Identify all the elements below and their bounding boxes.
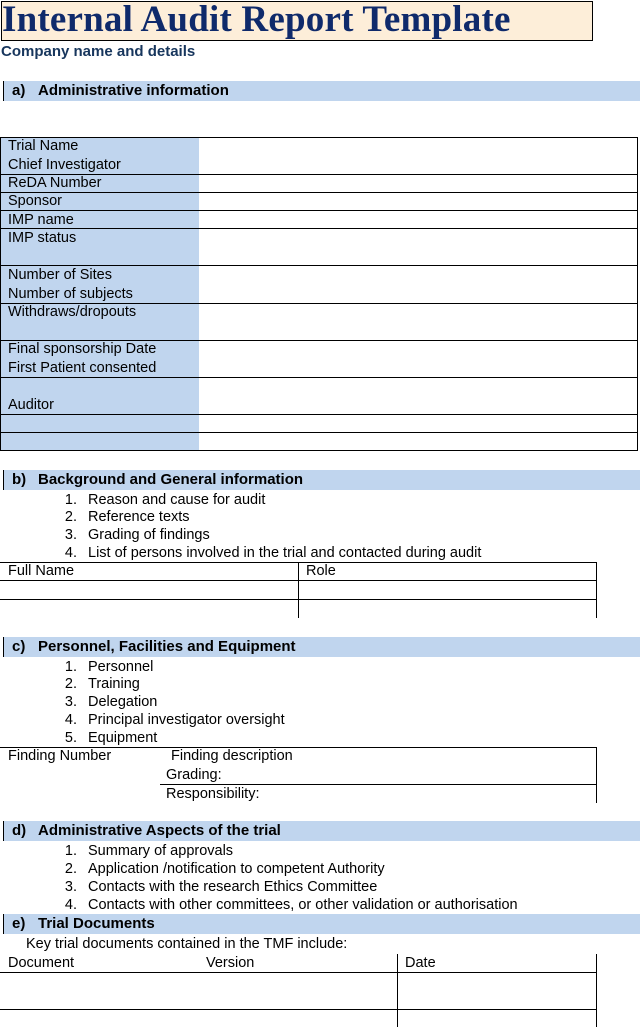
finding-number-label: Finding Number <box>8 748 112 764</box>
field-label: ReDA Number <box>8 175 102 191</box>
column-header: Document <box>8 955 75 971</box>
field-label: Withdraws/dropouts <box>8 304 137 320</box>
column-header: Version <box>206 955 255 971</box>
field-label: IMP status <box>8 230 77 246</box>
column-header: Date <box>405 955 436 971</box>
section-title: Personnel, Facilities and Equipment <box>38 638 296 655</box>
grading-label: Grading: <box>166 767 222 783</box>
section-letter: b) <box>12 471 27 488</box>
field-label: Number of subjects <box>8 286 133 302</box>
section-title: Administrative information <box>38 82 229 99</box>
responsibility-label: Responsibility: <box>166 786 260 802</box>
section-c-header <box>3 637 640 657</box>
field-label: IMP name <box>8 212 74 228</box>
field-label: Sponsor <box>8 193 63 209</box>
section-letter: e) <box>12 915 26 932</box>
column-header: Role <box>306 563 336 579</box>
section-letter: a) <box>12 82 26 99</box>
section-letter: c) <box>12 638 26 655</box>
column-header: Full Name <box>8 563 75 579</box>
field-label: Final sponsorship Date <box>8 341 157 357</box>
company-subtitle: Company name and details <box>1 43 196 60</box>
section-b-header <box>3 470 640 490</box>
section-title: Administrative Aspects of the trial <box>38 822 281 839</box>
finding-description-label: Finding description <box>171 748 293 764</box>
section-e-header <box>3 914 640 934</box>
document-title: Internal Audit Report Template <box>2 0 511 40</box>
field-label: Auditor <box>8 397 54 413</box>
field-label: Chief Investigator <box>8 157 121 173</box>
trial-documents-intro: Key trial documents contained in the TMF include: <box>26 936 348 952</box>
field-label: Trial Name <box>8 138 79 154</box>
section-letter: d) <box>12 822 27 839</box>
section-a-header <box>3 81 640 101</box>
field-label: Number of Sites <box>8 267 112 283</box>
section-title: Trial Documents <box>38 915 155 932</box>
section-title: Background and General information <box>38 471 304 488</box>
field-label: First Patient consented <box>8 360 157 376</box>
section-d-header <box>3 821 640 841</box>
